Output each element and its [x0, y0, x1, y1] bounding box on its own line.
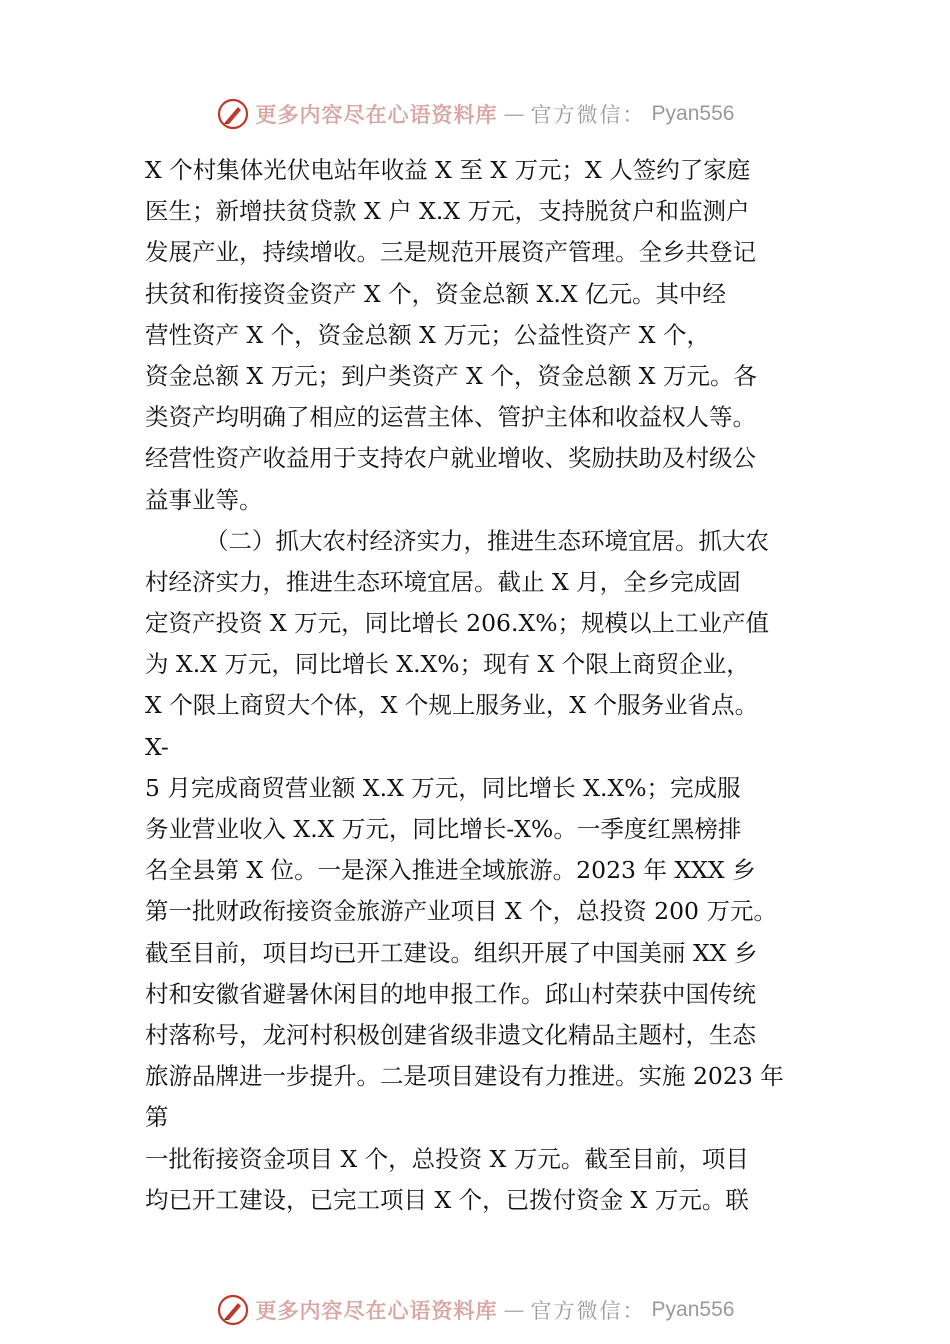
watermark-brand: 更多内容尽在心语资料库	[255, 1298, 498, 1323]
text-line: 定资产投资 X 万元，同比增长 206.X%；规模以上工业产值	[145, 609, 770, 638]
text-line: 医生；新增扶贫贷款 X 户 X.X 万元，支持脱贫户和监测户	[145, 197, 750, 226]
watermark-wechat-id: Pyan556	[651, 1298, 735, 1321]
text-line: 均已开工建设，已完工项目 X 个，已拨付资金 X 万元。联	[145, 1185, 749, 1214]
watermark-wechat-id: Pyan556	[651, 102, 735, 125]
watermark-separator: —	[503, 102, 525, 126]
text-line: 益事业等。	[145, 485, 263, 514]
text-line: X-	[145, 732, 169, 761]
text-line: 资金总额 X 万元；到户类资产 X 个，资金总额 X 万元。各	[145, 361, 758, 390]
text-line: 为 X.X 万元，同比增长 X.X%；现有 X 个限上商贸企业，	[145, 650, 750, 679]
text-line: X 个限上商贸大个体，X 个规上服务业，X 个服务业省点。	[145, 691, 759, 720]
text-line: 旅游品牌进一步提升。二是项目建设有力推进。实施 2023 年	[145, 1062, 784, 1091]
watermark-separator: —	[503, 1298, 525, 1322]
text-line: 发展产业，持续增收。三是规范开展资产管理。全乡共登记	[145, 238, 756, 267]
text-line: 一批衔接资金项目 X 个，总投资 X 万元。截至目前，项目	[145, 1144, 749, 1173]
text-line: 村和安徽省避暑休闲目的地申报工作。邱山村荣获中国传统	[145, 979, 756, 1008]
text-line: 经营性资产收益用于支持农户就业增收、奖励扶助及村级公	[145, 444, 756, 473]
footer-watermark	[0, 1290, 950, 1330]
section-heading-line: （二）抓大农村经济实力，推进生态环境宜居。抓大农	[205, 526, 769, 555]
watermark-brand: 更多内容尽在心语资料库	[255, 102, 498, 127]
text-line: 第	[145, 1103, 169, 1132]
text-line: 村落称号，龙河村积极创建省级非遗文化精品主题村，生态	[145, 1020, 756, 1049]
text-line: 务业营业收入 X.X 万元，同比增长-X%。一季度红黑榜排	[145, 815, 742, 843]
text-line: 5 月完成商贸营业额 X.X 万元，同比增长 X.X%；完成服	[145, 773, 741, 802]
watermark-wechat-label: 官方微信：	[530, 1299, 646, 1323]
text-line: 村经济实力，推进生态环境宜居。截止 X 月，全乡完成固	[145, 567, 741, 596]
text-line: 第一批财政衔接资金旅游产业项目 X 个，总投资 200 万元。	[145, 897, 777, 926]
pen-logo-icon	[216, 1293, 250, 1327]
document-body	[145, 150, 825, 1221]
text-line: 名全县第 X 位。一是深入推进全域旅游。2023 年 XXX 乡	[145, 856, 756, 885]
header-watermark	[0, 94, 950, 134]
watermark-wechat-label: 官方微信：	[530, 103, 646, 127]
text-line: 扶贫和衔接资金资产 X 个，资金总额 X.X 亿元。其中经	[145, 279, 727, 308]
text-line: 类资产均明确了相应的运营主体、管护主体和收益权人等。	[145, 403, 756, 432]
text-line: 营性资产 X 个，资金总额 X 万元；公益性资产 X 个，	[145, 320, 711, 349]
text-line: X 个村集体光伏电站年收益 X 至 X 万元；X 人签约了家庭	[145, 156, 751, 184]
pen-logo-icon	[216, 97, 250, 131]
text-line: 截至目前，项目均已开工建设。组织开展了中国美丽 XX 乡	[145, 938, 758, 967]
